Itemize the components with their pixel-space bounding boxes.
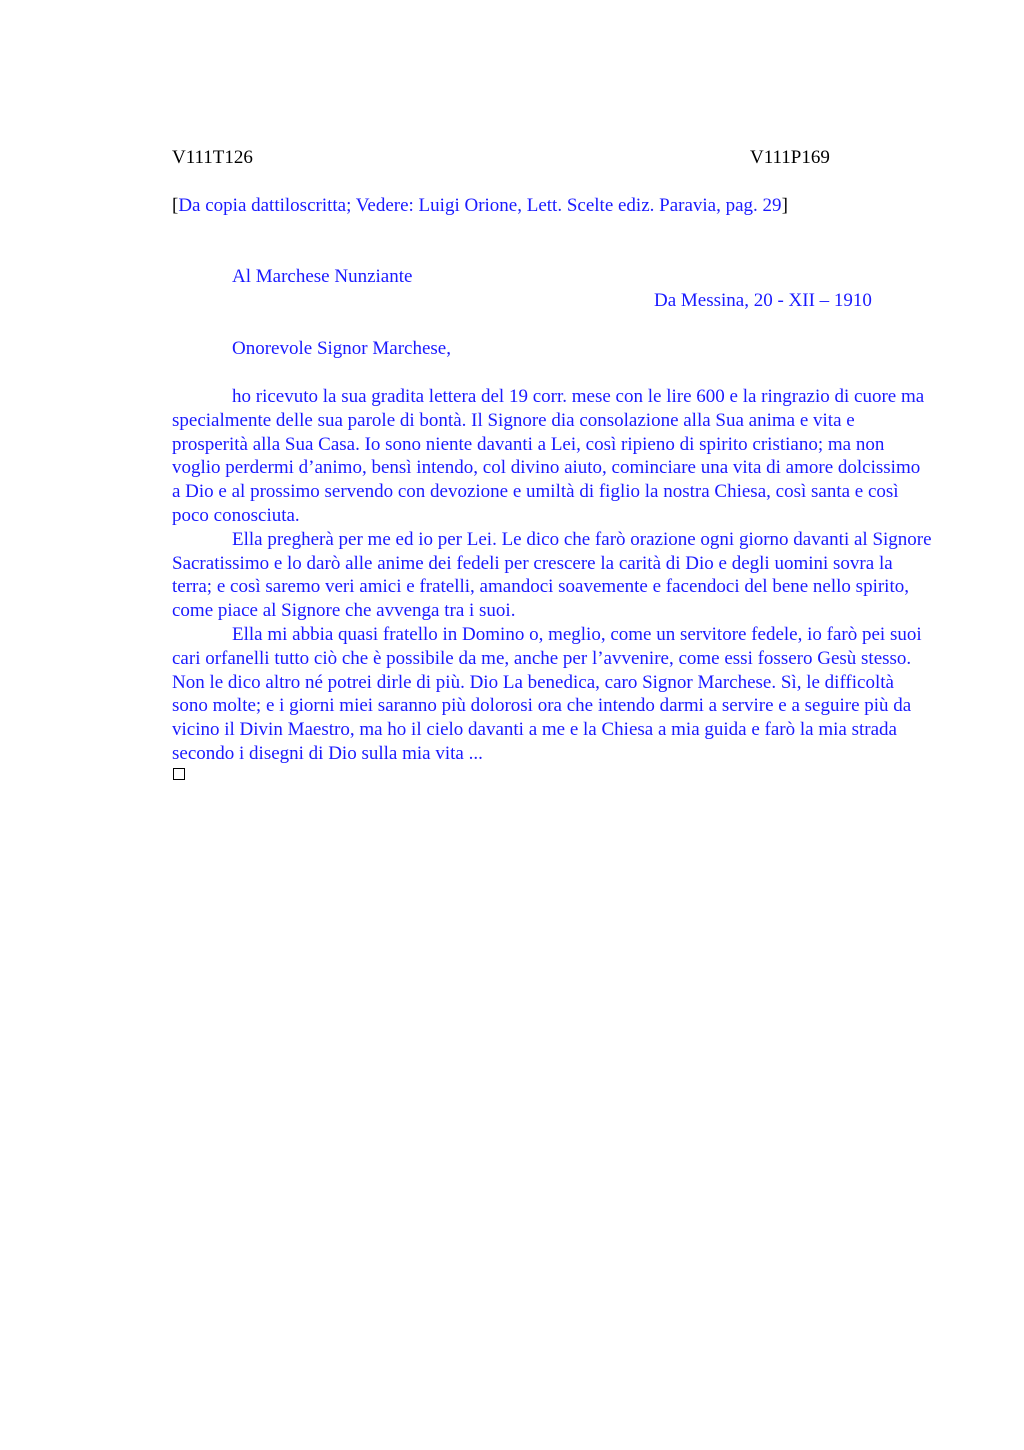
letter-paragraph: Ella pregherà per me ed io per Lei. Le dico che farò orazione ogni giorno davanti al Signore Sacratissimo e lo darò alle anime dei fedeli per crescere la carità di Dio e degli uomini sovra la terra; e così saremo veri amici e fratelli, amandoci soavemente e facendoci del bene nello spirito, come piace al Signore che avvenga tra i suoi. bbox=[172, 528, 932, 622]
source-note-close-bracket: ] bbox=[781, 195, 788, 216]
document-code-left: V111T126 bbox=[172, 147, 253, 168]
letter-body bbox=[172, 385, 932, 766]
letter-paragraph: Ella mi abbia quasi fratello in Domino o, meglio, come un servitore fedele, io farò pei suoi cari orfanelli tutto ciò che è possibile da me, anche per l’avvenire, come essi fossero Gesù stesso. Non le dico altro né potrei dirle di più. Dio La benedica, caro Signor Marchese. Sì, le difficoltà sono molte; e i giorni miei saranno più dolorosi ora che intendo darmi a servire e a seguire più da vicino il Divin Maestro, ma ho il cielo davanti a me e la Chiesa a mia guida e farò la mia strada secondo i disegni di Dio sulla mia vita ... bbox=[172, 623, 922, 764]
source-note-text: Da copia dattiloscritta; Vedere: Luigi Orione, Lett. Scelte ediz. Paravia, pag. 29 bbox=[178, 195, 782, 216]
source-note-open-bracket: [ bbox=[172, 195, 179, 216]
document-code-right: V111P169 bbox=[750, 147, 830, 168]
end-marker-box-icon bbox=[173, 768, 185, 780]
source-note bbox=[172, 195, 788, 217]
letter-salutation: Onorevole Signor Marchese, bbox=[232, 338, 451, 359]
letter-dateline: Da Messina, 20 - XII – 1910 bbox=[654, 290, 872, 311]
letter-paragraph: ho ricevuto la sua gradita lettera del 19 corr. mese con le lire 600 e la ringrazio di cuore ma specialmente delle sua parole di bontà. Il Signore dia consolazione alla Sua anima e vita e prosperità alla Sua Casa. Io sono niente davanti a Lei, così ripieno di spirito cristiano; ma non voglio perdermi d’animo, bensì intendo, col divino aiuto, cominciare una vita di amore dolcissimo a Dio e al prossimo servendo con devozione e umiltà di figlio la nostra Chiesa, così santa e così poco conosciuta. bbox=[172, 386, 925, 526]
letter-recipient: Al Marchese Nunziante bbox=[232, 266, 413, 287]
